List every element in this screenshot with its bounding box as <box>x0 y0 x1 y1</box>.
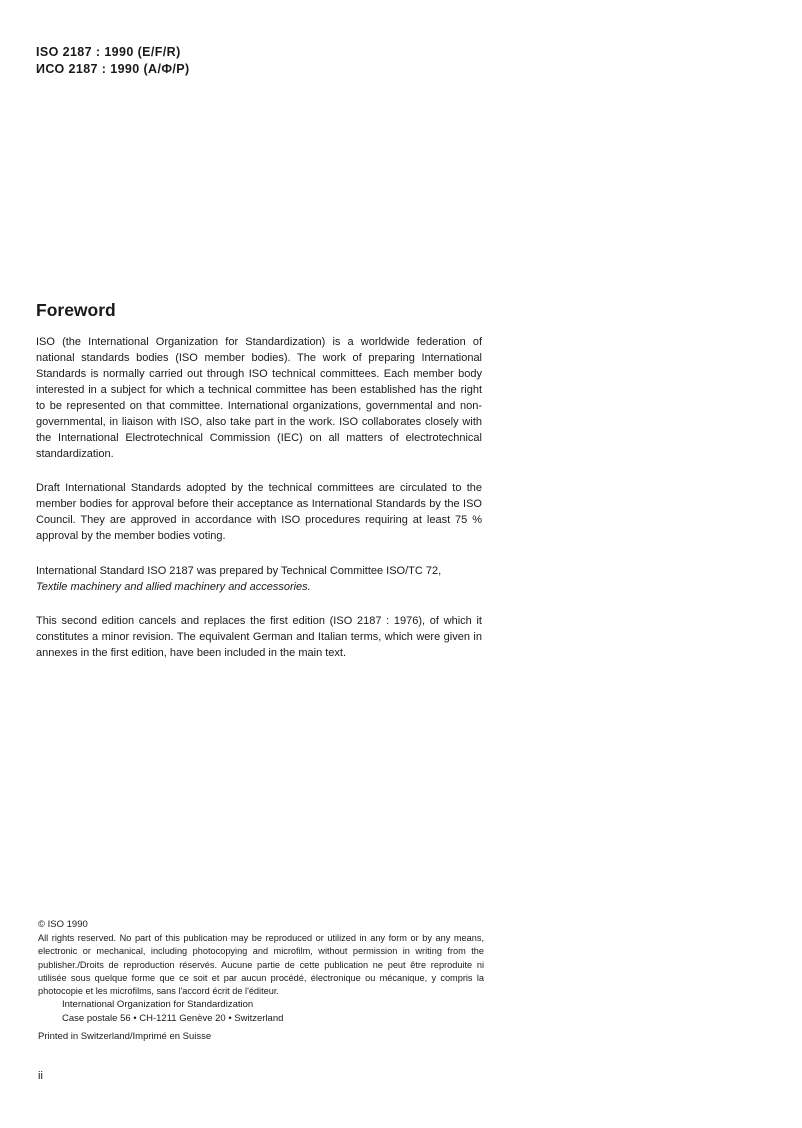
paragraph-prepared-by <box>36 563 482 595</box>
foreword-heading: Foreword <box>36 300 116 320</box>
rights-notice: All rights reserved. No part of this publication may be reproduced or utilized in any form or by any means, electronic or mechanical, including photocopying and microfilm, without permission in writing from the publisher./Droits de reproduction réservés. Aucune partie de cette publication ne peut être reproduite ni utilisée sous quelque forme que ce soit et par aucun procédé, électronique ou mécanique, y compris la photocopie et les microfilms, sans l'accord écrit de l'éditeur. <box>38 933 484 997</box>
printed-in: Printed in Switzerland/Imprimé en Suisse <box>38 1031 212 1043</box>
document-header <box>36 44 436 78</box>
page-number: ii <box>38 1070 43 1082</box>
document-id-english: ISO 2187 : 1990 (E/F/R) <box>36 45 181 59</box>
paragraph-draft-standards: Draft International Standards adopted by the technical committees are circulated to the member bodies for approval before their acceptance as International Standards by the ISO Council. They are approved in accordance with ISO procedures requiring at least 75 % approval by the member bodies voting. <box>36 482 482 542</box>
copyright-block <box>38 918 484 1044</box>
committee-title: Textile machinery and allied machinery and accessories. <box>36 581 311 593</box>
prepared-by-text: International Standard ISO 2187 was prepared by Technical Committee ISO/TC 72, <box>36 565 442 577</box>
copyright-line: © ISO 1990 <box>38 919 88 930</box>
organization-address: Case postale 56 • CH-1211 Genève 20 • Switzerland <box>62 1013 284 1025</box>
document-id-russian: ИСО 2187 : 1990 (А/Ф/Р) <box>36 62 190 76</box>
paragraph-intro: ISO (the International Organization for Standardization) is a worldwide federation of national standards bodies (ISO member bodies). The work of preparing International Standards is normally carried out through ISO technical committees. Each member body interested in a subject for which a technical committee has been established has the right to be represented on that committee. International organizations, governmental and non-governmental, in liaison with ISO, also take part in the work. ISO collaborates closely with the International Electrotechnical Commission (IEC) on all matters of electrotechnical standardization. <box>36 336 482 460</box>
foreword-body <box>36 334 482 679</box>
organization-name: International Organization for Standardization <box>62 999 254 1011</box>
paragraph-edition: This second edition cancels and replaces the first edition (ISO 2187 : 1976), of which it constitutes a minor revision. The equivalent German and Italian terms, which were given in annexes in the first edition, have been included in the main text. <box>36 615 482 659</box>
